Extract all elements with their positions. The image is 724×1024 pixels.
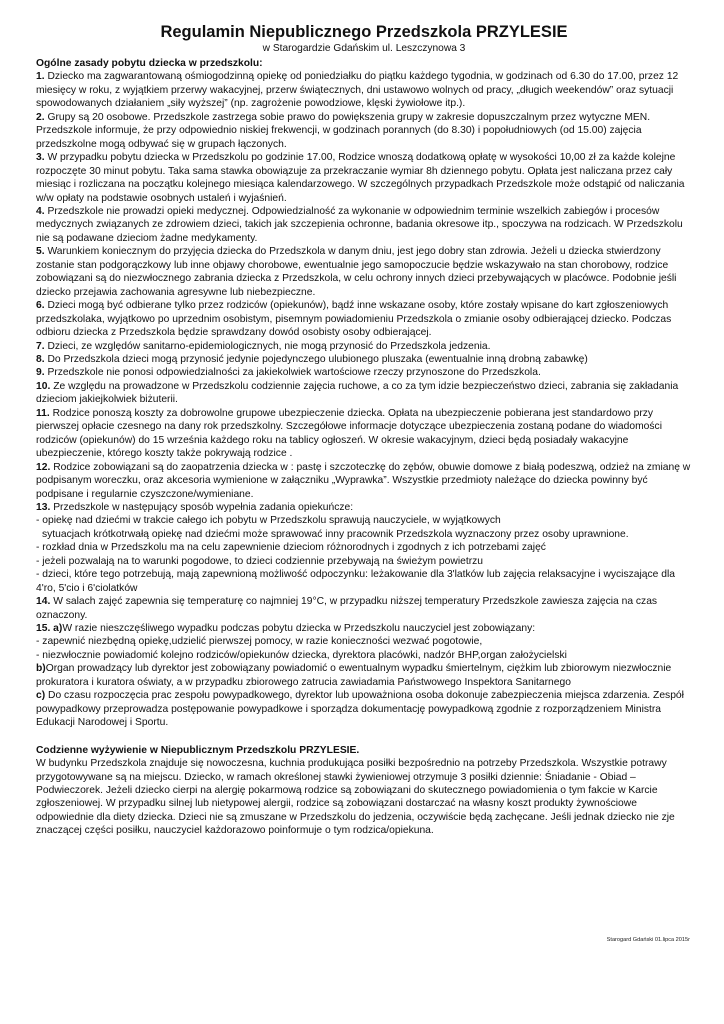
rule-13-item: - rozkład dnia w Przedszkolu ma na celu zapewnienie dzieciom różnorodnych i zgodnych z ich potrzebami zajęć [36, 542, 546, 554]
rule-5 [36, 245, 692, 299]
rule-text: W salach zajęć zapewnia się temperaturę co najmniej 19°C, w przypadku niższej temperatury Przedszkole zawiesza zajęcia na czas oznaczony. [36, 596, 658, 621]
rule-text: Rodzice zobowiązani są do zaopatrzenia dziecka w : pastę i szczoteczkę do zębów, obuwie domowe z białą podeszwą, odzież na zmianę w podpisanym woreczku, oraz akcesoria wymienione w załączniku „Wyprawka”. Wszystkie przedmioty należące do dziecka powinny być podpisane i regularnie czyszczone/wymieniane. [36, 461, 691, 500]
rule-text: W razie nieszczęśliwego wypadku podczas pobytu dziecka w Przedszkolu nauczyciel jest zobowiązany: [62, 623, 536, 635]
rule-text: Grupy są 20 osobowe. Przedszkole zastrzega sobie prawo do powiększenia grupy w zakresie dopuszczalnym przez wytyczne MEN. Przedszkole informuje, że przy odpowiednio niskiej frekwencji, w godzinach porannych (do 8.30) i popołudniowych (od 15.00) zajęcia przedszkolne mogą odbywać się w grupach łączonych. [36, 111, 651, 150]
rule-number: 10. [36, 380, 51, 392]
rule-10 [36, 380, 692, 407]
rule-13 [36, 501, 692, 514]
section-spacer [36, 730, 692, 744]
document-subtitle: w Starogardzie Gdańskim ul. Leszczynowa 3 [262, 43, 466, 54]
rule-15 [36, 622, 692, 635]
rule-15-c [36, 689, 692, 729]
rule-number: 11. [36, 407, 50, 419]
rule-13-item: - dzieci, które tego potrzebują, mają zapewnioną możliwość odpoczynku: leżakowanie dla 3'latków lub zajęcia relaksacyjne i wyciszające dla 4'ro, 5'cio i 6'ciolatków [36, 569, 675, 594]
rule-15-b [36, 662, 692, 689]
rule-text: Ze względu na prowadzone w Przedszkolu codziennie zajęcia ruchowe, a co za tym idzie bezpieczeństwo dzieci, zabrania się zakładania dzieciom jakiejkolwiek biżuterii. [36, 380, 679, 406]
rule-14 [36, 595, 692, 622]
rule-text: Przedszkole w następujący sposób wypełnia zadania opiekuńcze: [50, 501, 354, 513]
food-heading: Codzienne wyżywienie w Niepublicznym Przedszkolu PRZYLESIE. [36, 744, 360, 756]
rule-number: 12. [36, 461, 51, 473]
rule-text: W przypadku pobytu dziecka w Przedszkolu po godzinie 17.00, Rodzice wnoszą dodatkową opłatę w wysokości 10,00 zł za każde kolejne rozpoczęte 30 minut pobytu. Taka sama stawka obowiązuje za przekraczanie wymiar 8h dziennego pobytu. Opłata jest naliczana przez cały miesiąc i rozliczana na początku kolejnego miesiąca kalendarzowego. W szczególnych przypadkach Przedszkole może odstąpić od naliczania w/w opłaty na podstawie osobnych ustaleń i wyjaśnień. [36, 152, 685, 204]
rule-9 [36, 366, 692, 379]
general-rules-heading: Ogólne zasady pobytu dziecka w przedszkolu: [36, 58, 263, 69]
rule-8 [36, 353, 692, 366]
rule-text: Do Przedszkola dzieci mogą przynosić jedynie pojedynczego ulubionego pluszaka (ewentualnie inną drobną zabawkę) [44, 353, 588, 365]
rule-number: 8. [36, 353, 45, 365]
rule-15-item: - zapewnić niezbędną opiekę,udzielić pierwszej pomocy, w razie konieczności wezwać pogotowie, [36, 636, 483, 648]
rule-number: 3. [36, 152, 45, 164]
rule-number: 13. [36, 501, 51, 513]
rule-number: 15. a) [36, 623, 63, 635]
rule-text: Dzieci, ze względów sanitarno-epidemiologicznych, nie mogą przynosić do Przedszkola jedzenia. [44, 340, 491, 352]
rule-number: 14. [36, 596, 51, 608]
rule-text: Przedszkole nie prowadzi opieki medycznej. Odpowiedzialność za wykonanie w odpowiednim terminie wszelkich zabiegów i procesów medycznych związanych ze zdrowiem dzieci, takich jak szczepienia ochronne, badania okresowe itp., spoczywa na rodzicach. W Przedszkolu nie są podawane dzieciom żadne medykamenty. [36, 205, 683, 244]
rule-text: Przedszkole nie ponosi odpowiedzialności za jakiekolwiek wartościowe rzeczy przynoszone do Przedszkola. [44, 367, 541, 379]
rule-text: Organ prowadzący lub dyrektor jest zobowiązany powiadomić o ewentualnym wypadku śmiertelnym, ciężkim lub zbiorowym niezwłocznie prokuratora i kuratora oświaty, a w przypadku zbiorowego zatrucia zawiadamia Państwowego Inspektora Sanitarnego [36, 663, 672, 688]
rule-number: 4. [36, 205, 45, 217]
rule-6 [36, 299, 692, 339]
rule-13-item: - opiekę nad dziećmi w trakcie całego ich pobytu w Przedszkolu sprawują nauczyciele, w wyjątkowych [36, 515, 501, 527]
rule-text: Do czasu rozpoczęcia prac zespołu powypadkowego, dyrektor lub upoważniona osoba dokonuje zabezpieczenia miejsca zdarzenia. Zespół powypadkowy przeprowadza postępowanie powypadkowe i sporządza dokumentację powypadkową zgodnie z rozporządzeniem Ministra Edukacji Narodowej i Sportu. [36, 690, 684, 729]
rule-text: Dzieci mogą być odbierane tylko przez rodziców (opiekunów), bądź inne wskazane osoby, które zostały wpisane do kart zgłoszeniowych przedszkolaka, wyjątkowo po uprzednim osobistym, pisemnym powiadomieniu Przedszkola o zmianie osoby odbierającej dziecko. Podczas odbioru dziecka z Przedszkola będzie sprawdzany dowód osobisty osoby odbierającej. [36, 300, 672, 339]
rule-number: 6. [36, 300, 45, 312]
document-title: Regulamin Niepublicznego Przedszkola PRZYLESIE [160, 23, 568, 41]
rule-sublabel: c) [36, 690, 46, 702]
rule-number: 2. [36, 111, 45, 123]
rule-number: 7. [36, 340, 45, 352]
food-text: W budynku Przedszkola znajduje się nowoczesna, kuchnia produkująca posiłki bezpośrednio na potrzeby Przedszkola. Wszystkie potrawy przygotowywane są na miejscu. Dziecko, w ramach określonej stawki żywieniowej otrzymuje 3 posiłki dziennie: Śniadanie - Obiad – Podwieczorek. Jeżeli dziecko cierpi na alergię pokarmową rodzice są zobowiązani do skutecznego powiadomienia o tym fakcie w Karcie zgłoszeniowej. W przypadku silnej lub nietypowej alergii, rodzice są zobowiązani dostarczać na własny koszt produkty żywnościowe odpowiednie dla diety dziecka. Dzieci nie są zmuszane w Przedszkolu do jedzenia, oczywiście będą zachęcane. Jeśli jednak dziecko nie zje znaczącej części posiłku, nauczyciel każdorazowo poinformuje o tym rodzica/opiekuna. [36, 758, 675, 837]
rule-13-item: sytuacjach krótkotrwałą opiekę nad dziećmi może sprawować inny pracownik Przedszkola wyznaczony przez osoby uprawnione. [42, 528, 629, 540]
rule-4 [36, 205, 692, 245]
rule-12 [36, 461, 692, 501]
rule-15-item: - niezwłocznie powiadomić kolejno rodziców/opiekunów dziecka, dyrektora placówki, nadzór BHP,organ założycielski [36, 649, 567, 661]
rule-11 [36, 407, 692, 461]
rule-text: Warunkiem koniecznym do przyjęcia dziecka do Przedszkola w danym dniu, jest jego dobry stan zdrowia. Jeżeli u dziecka stwierdzony zostanie stan podgorączkowy lub inne objawy chorobowe, ewentualnie jego samopoczucie będzie wskazywało na stan chorobowy, rodzice zobowiązani są do niezwłocznego zabrania dziecka z Przedszkola, w celu ochrony innych dzieci przebywających w placówce. Podobnie jeśli dziecko przejawia zachowania agresywne lub niebezpieczne. [36, 246, 677, 298]
signature-date: Starogard Gdański 01.lipca 2015r [606, 937, 690, 943]
document-page [36, 22, 692, 838]
rule-number: 5. [36, 246, 45, 258]
rule-1 [36, 70, 692, 110]
rule-2 [36, 111, 692, 151]
rule-13-item: - jeżeli pozwalają na to warunki pogodowe, to dzieci codziennie przebywają na świeżym powietrzu [36, 555, 484, 567]
document-body [36, 57, 692, 838]
rule-text: Rodzice ponoszą koszty za dobrowolne grupowe ubezpieczenie dziecka. Opłata na ubezpieczenie pobierana jest standardowo przy pierwszej opłacie czesnego na dany rok przedszkolny. Szczegółowe informacje dotyczące ubezpieczenia zostaną podane do wiadomości rodziców (opiekunów) do 15 września każdego roku na tablicy ogłoszeń. W okresie wakacyjnym, dzieci będą posiadały wakacyjne ubezpieczenie, którego koszty także pokrywają rodzice . [36, 407, 662, 460]
rule-3 [36, 151, 692, 205]
rule-sublabel: b) [36, 663, 46, 675]
rule-text: Dziecko ma zagwarantowaną ośmiogodzinną opiekę od poniedziałku do piątku każdego tygodnia, w godzinach od 6.30 do 17.00, przez 12 miesięcy w roku, z wyjątkiem przerwy wakacyjnej, przerw świątecznych, dni ustawowo wolnych od pracy, „długich weekendów” oraz sytuacji spowodowanych działaniem „siły wyższej” (np. zagrożenie powodziowe, klęski żywiołowe itp.). [36, 71, 679, 110]
rule-7 [36, 340, 692, 353]
rule-number: 9. [36, 367, 45, 379]
rule-number: 1. [36, 71, 45, 83]
